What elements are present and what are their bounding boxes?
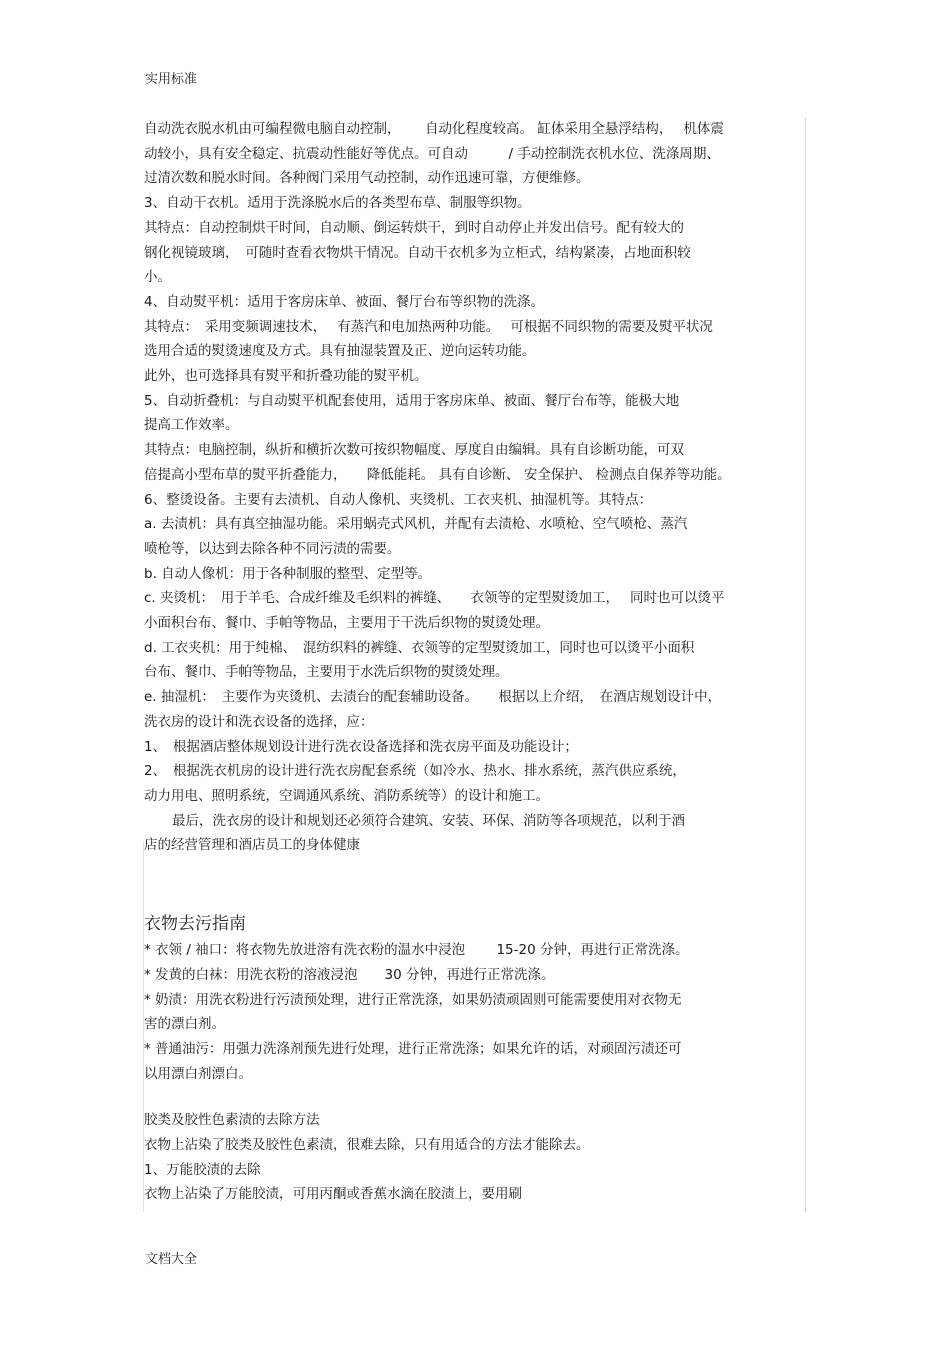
guide-line: 以用漂白剂漂白。 — [144, 1065, 252, 1082]
text-line: 其特点： 采用变频调速技术， 有蒸汽和电加热两种功能。 可根据不同织物的需要及熨平状况 — [144, 318, 713, 335]
text-line: 此外，也可选择具有熨平和折叠功能的熨平机。 — [144, 368, 428, 385]
closing-line: 最后，洗衣房的设计和规划还必须符合建筑、安装、环保、消防等各项规范，以利于酒 — [172, 812, 685, 829]
glue-line: 胶类及胶性色素渍的去除方法 — [144, 1112, 320, 1129]
equipment-section — [144, 117, 806, 809]
text-line: 过清次数和脱水时间。各种阀门采用气动控制，动作迅速可靠，方便维修。 — [144, 170, 590, 187]
guide-line: * 奶渍：用洗衣粉进行污渍预处理，进行正常洗涤，如果奶渍顽固则可能需要使用对衣物无 — [144, 991, 682, 1008]
text-line: 小。 — [144, 269, 171, 286]
text-line: 台布、餐巾、手帕等物品，主要用于水洗后织物的熨烫处理。 — [144, 664, 509, 681]
glue-line: 衣物上沾染了胶类及胶性色素渍，很难去除，只有用适合的方法才能除去。 — [144, 1137, 590, 1154]
text-line: 洗衣房的设计和洗衣设备的选择，应： — [144, 713, 374, 730]
text-line: 提高工作效率。 — [144, 417, 239, 434]
text-line: 动力用电、照明系统，空调通风系统、消防系统等）的设计和施工。 — [144, 787, 549, 804]
guide-title: 衣物去污指南 — [144, 914, 246, 935]
text-line: 钢化视镜玻璃， 可随时查看衣物烘干情况。自动干衣机多为立柜式，结构紧凑，占地面积较 — [144, 244, 691, 261]
text-line: 倍提高小型布草的熨平折叠能力， 降低能耗。 具有自诊断、 安全保护、 检测点自保养等功能。 — [144, 466, 731, 483]
text-line: b. 自动人像机：用于各种制服的整型、定型等。 — [144, 565, 432, 582]
stain-guide-list — [144, 938, 806, 1086]
guide-line: * 普通油污：用强力洗涤剂预先进行处理，进行正常洗涤；如果允许的话，对顽固污渍还可 — [144, 1040, 682, 1057]
closing-line: 店的经营管理和酒店员工的身体健康 — [144, 837, 360, 854]
text-line: 2、 根据洗衣机房的设计进行洗衣房配套系统（如冷水、热水、排水系统，蒸汽供应系统， — [144, 763, 686, 780]
guide-line: 害的漂白剂。 — [144, 1016, 225, 1033]
text-line: 3、自动干衣机。适用于洗涤脱水后的各类型布草、制服等织物。 — [144, 195, 531, 212]
closing-paragraph — [144, 809, 806, 858]
text-line: e. 抽湿机： 主要作为夹烫机、去渍台的配套辅助设备。 根据以上介绍， 在酒店规划设计中， — [144, 689, 722, 706]
guide-line: * 衣领 / 袖口：将衣物先放进溶有洗衣粉的温水中浸泡 15-20 分钟，再进行正常洗涤。 — [144, 942, 689, 959]
text-line: a. 去渍机：具有真空抽湿功能。采用蜗壳式风机，并配有去渍枪、水喷枪、空气喷枪、蒸汽 — [144, 516, 688, 533]
text-line: 喷枪等，以达到去除各种不同污渍的需要。 — [144, 540, 401, 557]
text-line: 4、自动熨平机：适用于客房床单、被面、餐厅台布等织物的洗涤。 — [144, 293, 545, 310]
text-line: 6、整烫设备。主要有去渍机、自动人像机、夹烫机、工衣夹机、抽湿机等。其特点： — [144, 491, 653, 508]
guide-line: * 发黄的白袜：用洗衣粉的溶液浸泡 30 分钟，再进行正常洗涤。 — [144, 966, 555, 983]
text-line: 5、自动折叠机：与自动熨平机配套使用，适用于客房床单、被面、餐厅台布等，能极大地 — [144, 392, 680, 409]
text-line: 选用合适的熨烫速度及方式。具有抽湿装置及正、逆向运转功能。 — [144, 343, 536, 360]
text-line: c. 夹烫机： 用于羊毛、合成纤维及毛织料的裤缝、 衣领等的定型熨烫加工， 同时也可以烫平 — [144, 590, 725, 607]
document-body — [144, 117, 806, 1207]
text-line: 其特点：电脑控制，纵折和横折次数可按织物幅度、厚度自由编辑。具有自诊断功能，可双 — [144, 442, 684, 459]
text-line: 自动洗衣脱水机由可编程微电脑自动控制， 自动化程度较高。 缸体采用全悬浮结构， 机体震 — [144, 121, 724, 137]
text-line: 其特点：自动控制烘干时间，自动顺、倒运转烘干，到时自动停止并发出信号。配有较大的 — [144, 219, 684, 236]
text-line: 小面积台布、餐巾、手帕等物品，主要用于干洗后织物的熨烫处理。 — [144, 615, 549, 632]
spacer — [144, 858, 806, 888]
page-header: 实用标准 — [145, 72, 198, 87]
text-line: 1、 根据酒店整体规划设计进行洗衣设备选择和洗衣房平面及功能设计； — [144, 738, 578, 755]
glue-line: 1、万能胶渍的去除 — [144, 1161, 261, 1178]
glue-line: 衣物上沾染了万能胶渍，可用丙酮或香蕉水滴在胶渍上，要用刷 — [144, 1186, 522, 1203]
text-line: 动较小，具有安全稳定、抗震动性能好等优点。可自动 / 手动控制洗衣机水位、洗涤周期、 — [144, 145, 720, 162]
spacer — [144, 888, 806, 910]
glue-stain-section — [144, 1108, 806, 1207]
page-footer: 文档大全 — [145, 1252, 198, 1267]
spacer — [144, 1086, 806, 1108]
text-line: d. 工衣夹机：用于纯棉、 混纺织料的裤缝、衣领等的定型熨烫加工，同时也可以烫平小面积 — [144, 639, 695, 656]
